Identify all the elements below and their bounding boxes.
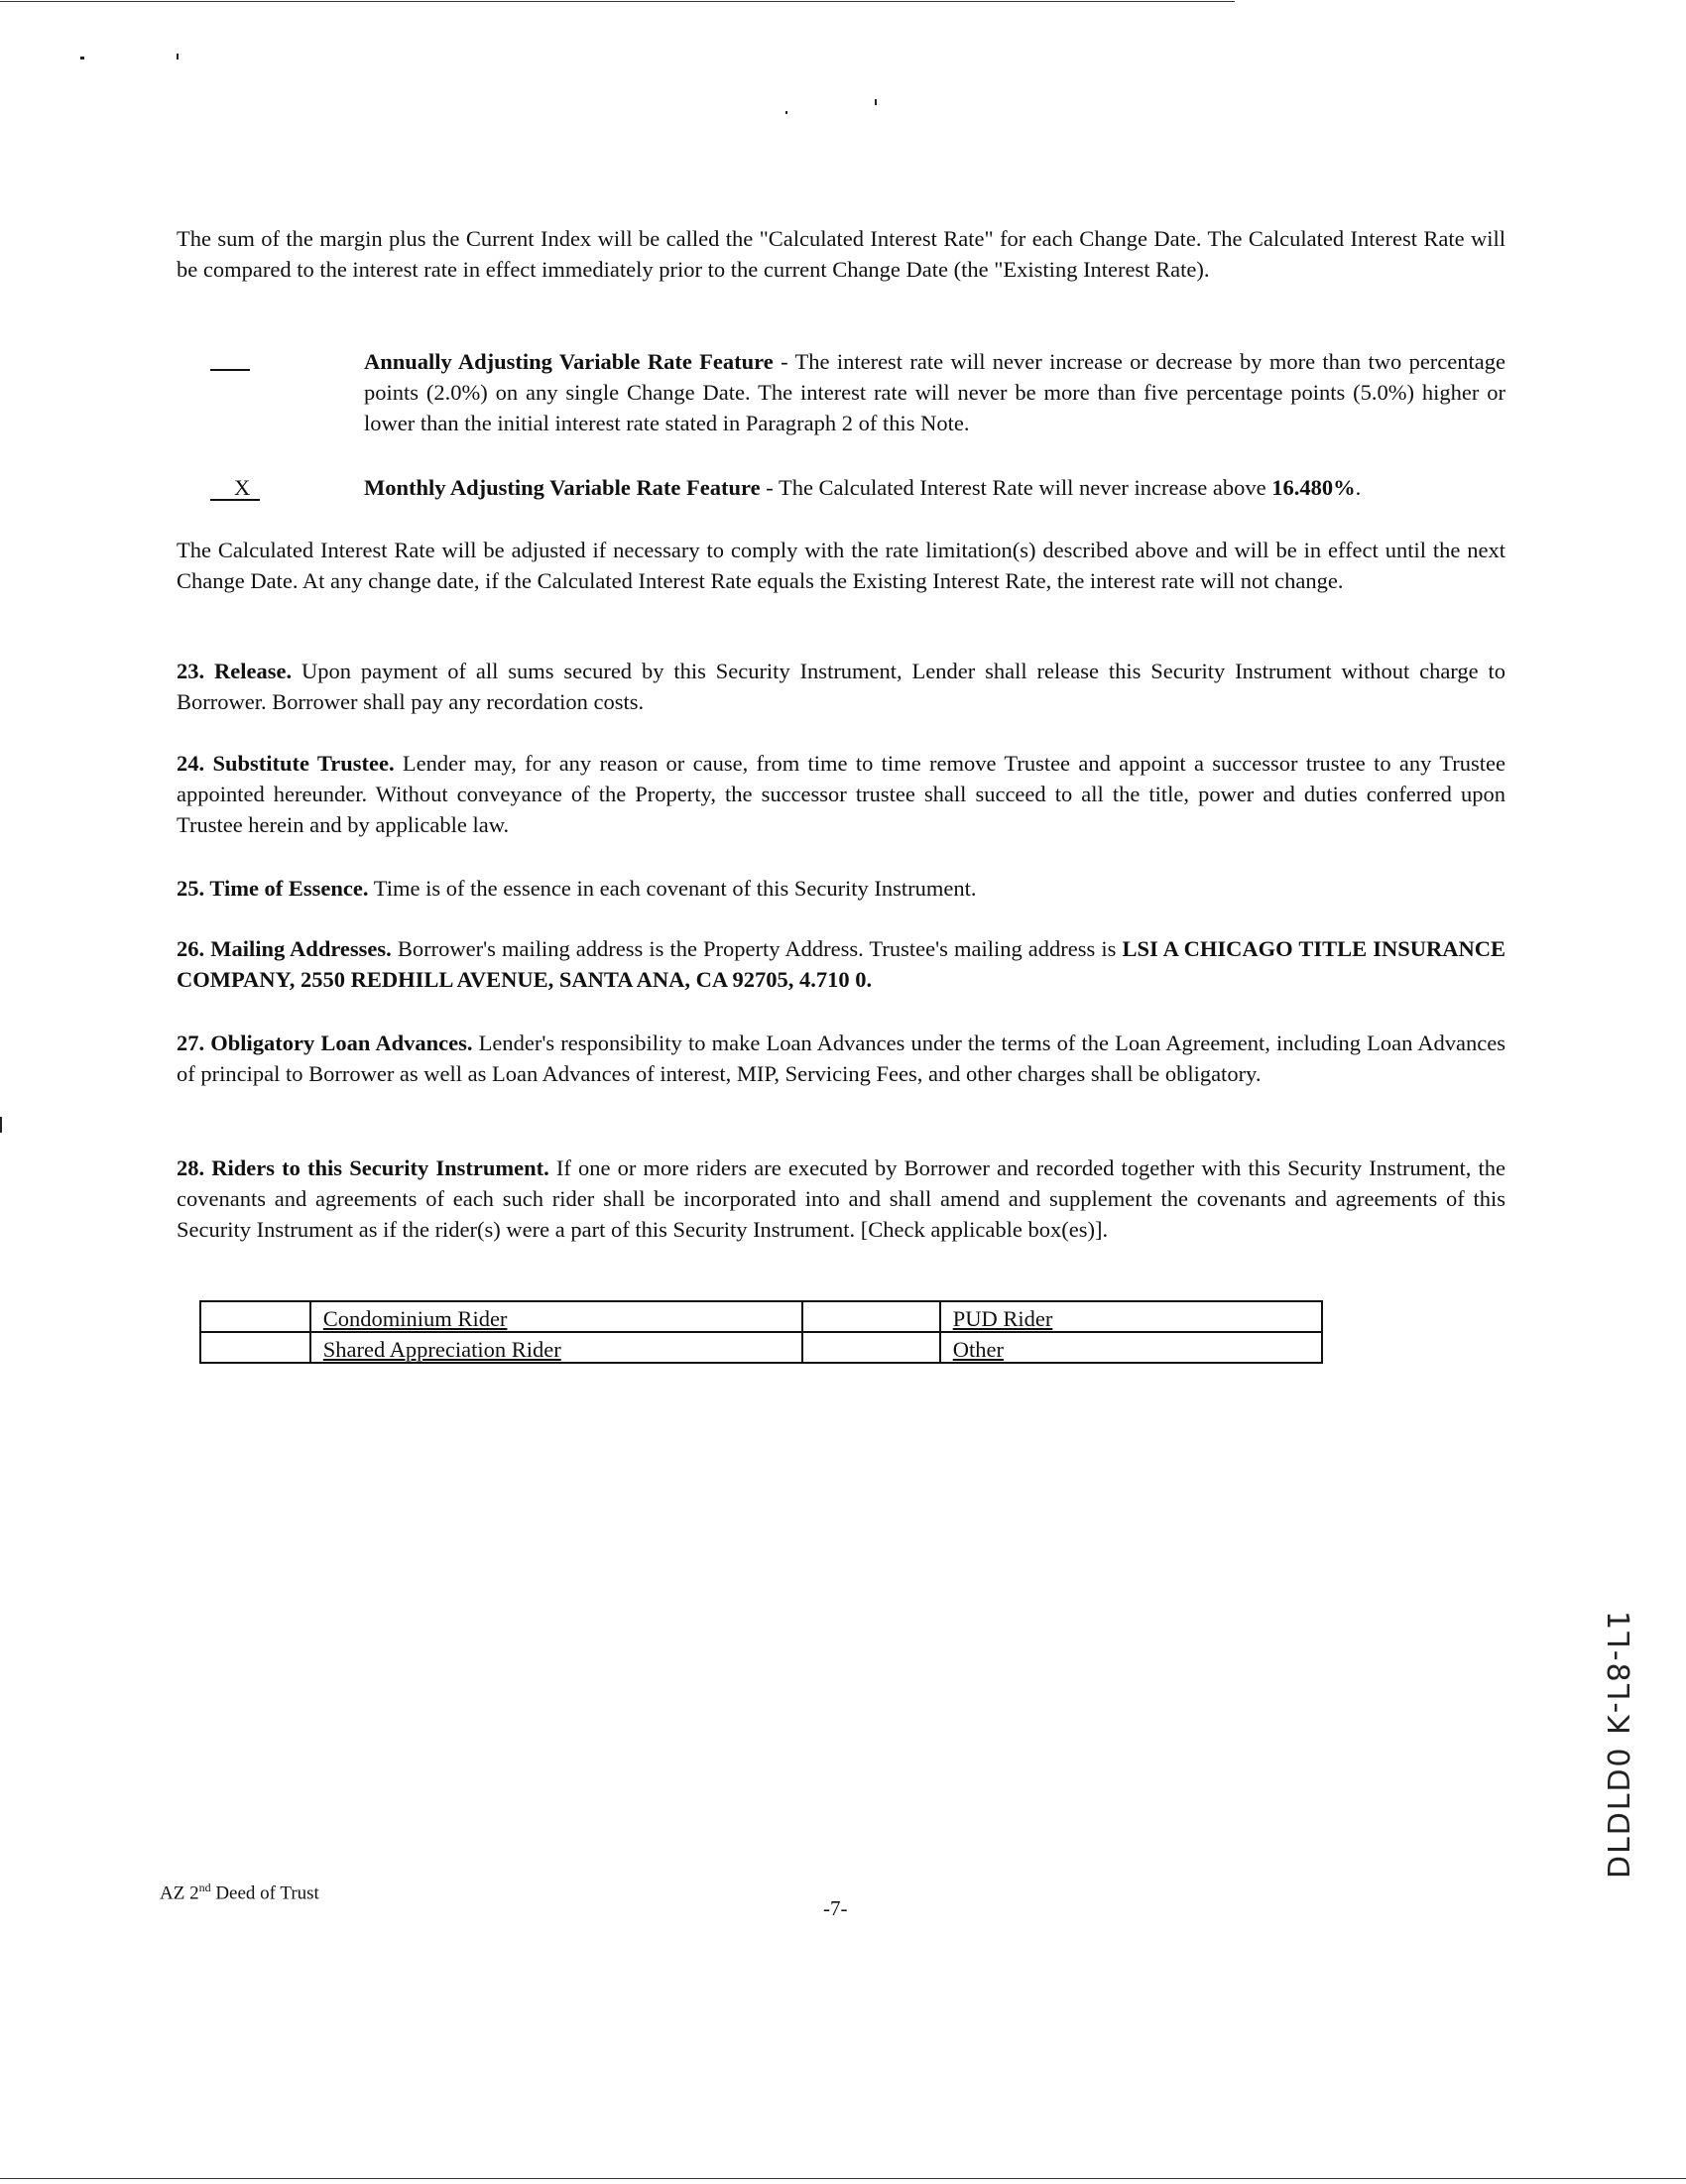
monthly-option-cap: 16.480% bbox=[1271, 475, 1356, 500]
section-26 bbox=[177, 933, 1505, 995]
section-23-text: Upon payment of all sums secured by this Security Instrument, Lender shall release this Security Instrument without charge to Borrower. Borrower shall pay any recordation costs. bbox=[177, 659, 1506, 714]
scan-speck bbox=[875, 99, 877, 105]
annual-option-blank bbox=[210, 369, 250, 371]
other-rider-label: Other bbox=[940, 1332, 1322, 1363]
section-25 bbox=[177, 873, 1505, 904]
section-24 bbox=[177, 748, 1505, 840]
monthly-option-underline bbox=[210, 499, 260, 501]
section-23-heading: 23. Release. bbox=[177, 659, 293, 683]
scan-speck bbox=[0, 1117, 2, 1133]
annual-option bbox=[364, 346, 1505, 438]
section-27 bbox=[177, 1028, 1505, 1089]
section-23 bbox=[177, 656, 1505, 717]
shared-appreciation-rider-label: Shared Appreciation Rider bbox=[310, 1332, 802, 1363]
section-25-text: Time is of the essence in each covenant of this Security Instrument. bbox=[368, 876, 977, 901]
section-25-heading: 25. Time of Essence. bbox=[177, 876, 369, 901]
table-row bbox=[200, 1332, 1322, 1363]
section-27-heading: 27. Obligatory Loan Advances. bbox=[177, 1031, 473, 1055]
section-24-heading: 24. Substitute Trustee. bbox=[177, 751, 395, 776]
adjustment-paragraph: The Calculated Interest Rate will be adjusted if necessary to comply with the rate limitation(s) described above and will be in effect until the next Change Date. At any change date, if the Calculated Interest Rate equals the Existing Interest Rate, the interest rate will not change. bbox=[177, 538, 1505, 593]
scan-speck bbox=[785, 111, 787, 114]
annual-option-text: - The interest rate will never increase or decrease by more than two percentage points (2.0%) on any single Change Date. The interest rate will never be more than five percentage points (5.0%) higher or lower than the initial interest rate stated in Paragraph 2 of this Note. bbox=[364, 349, 1505, 435]
section-24-text: Lender may, for any reason or cause, from time to time remove Trustee and appoint a successor trustee to any Trustee appointed hereunder. Without conveyance of the Property, the successor trustee shall succeed to all the title, power and duties conferred upon Trustee herein and by applicable law. bbox=[177, 751, 1505, 837]
intro-paragraph: The sum of the margin plus the Current Index will be called the "Calculated Interest Rate" for each Change Date. The Calculated Interest Rate will be compared to the interest rate in effect immediately prior to the current Change Date (the "Existing Interest Rate). bbox=[177, 226, 1505, 282]
monthly-option-mark: X bbox=[234, 475, 251, 500]
pud-rider-checkbox[interactable] bbox=[802, 1301, 940, 1332]
section-26-heading: 26. Mailing Addresses. bbox=[177, 936, 392, 961]
other-rider-checkbox[interactable] bbox=[802, 1332, 940, 1363]
form-name-suffix: Deed of Trust bbox=[210, 1882, 319, 1904]
form-name-sup: nd bbox=[198, 1881, 211, 1894]
table-row bbox=[200, 1301, 1322, 1332]
monthly-option-text: - The Calculated Interest Rate will never increase above bbox=[760, 475, 1272, 500]
scan-speck bbox=[80, 57, 84, 60]
monthly-option-end: . bbox=[1355, 475, 1362, 500]
annual-option-title: Annually Adjusting Variable Rate Feature bbox=[364, 349, 774, 374]
form-name-prefix: AZ 2 bbox=[160, 1882, 199, 1904]
section-26-text: Borrower's mailing address is the Property Address. Trustee's mailing address is bbox=[391, 936, 1123, 961]
scan-speck bbox=[177, 54, 179, 60]
section-28-heading: 28. Riders to this Security Instrument. bbox=[177, 1155, 549, 1180]
form-name bbox=[160, 1881, 319, 1904]
riders-table bbox=[199, 1300, 1323, 1364]
page-number: -7- bbox=[823, 1896, 848, 1920]
section-26-trustee-address: LSI A CHICAGO TITLE INSURANCE COMPANY, 2550 REDHILL AVENUE, SANTA ANA, CA 92705, 4.710 0. bbox=[177, 936, 1506, 992]
condominium-rider-checkbox[interactable] bbox=[200, 1301, 310, 1332]
top-scan-edge bbox=[0, 1, 1235, 2]
pud-rider-label: PUD Rider bbox=[940, 1301, 1322, 1332]
monthly-option bbox=[364, 472, 1505, 503]
bottom-scan-edge bbox=[0, 2178, 1686, 2179]
section-28 bbox=[177, 1153, 1505, 1245]
section-27-text: Lender's responsibility to make Loan Advances under the terms of the Loan Agreement, including Loan Advances of principal to Borrower as well as Loan Advances of interest, MIP, Servicing Fees, and other charges shall be obligatory. bbox=[177, 1031, 1505, 1086]
condominium-rider-label: Condominium Rider bbox=[310, 1301, 802, 1332]
section-28-text: If one or more riders are executed by Borrower and recorded together with this Security Instrument, the covenants and agreements of each such rider shall be incorporated into and shall amend and supplement the covenants and agreements of this Security Instrument as if the rider(s) were a part of this Security Instrument. [Check applicable box(es)]. bbox=[177, 1155, 1506, 1242]
shared-appreciation-rider-checkbox[interactable] bbox=[200, 1332, 310, 1363]
monthly-option-title: Monthly Adjusting Variable Rate Feature bbox=[364, 475, 761, 500]
side-stamp-text: 1ꓶ-8ꓶ-ꓘ 0ꓷꓶꓷꓶꓷ bbox=[1600, 1610, 1634, 1881]
side-stamp bbox=[1597, 1597, 1636, 1894]
